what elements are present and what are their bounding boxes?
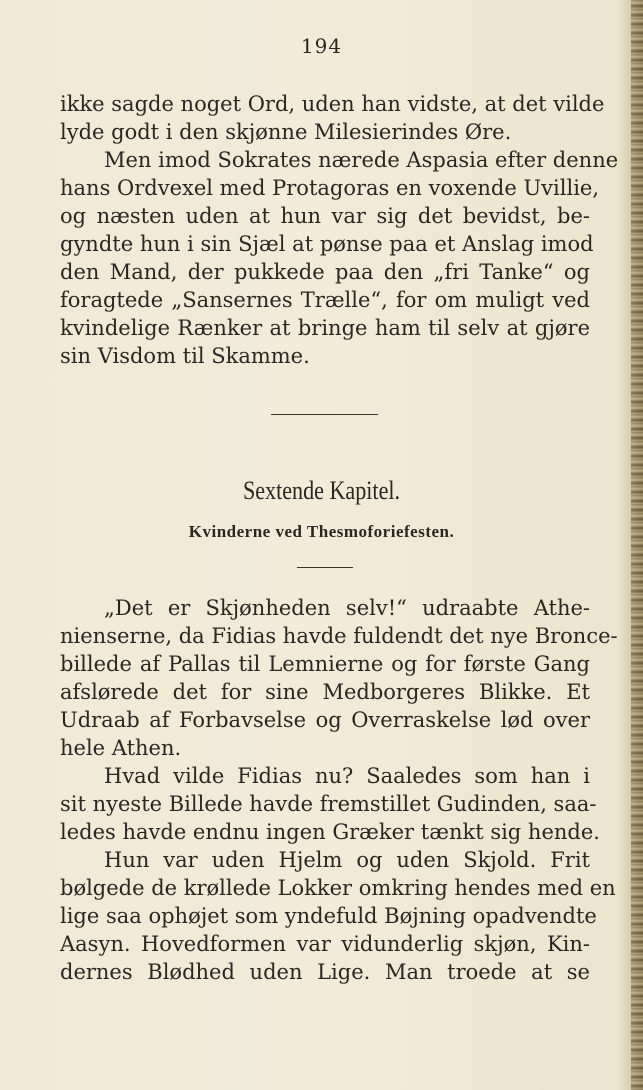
text-line: ledes havde endnu ingen Græker tænkt sig hende. [60, 820, 600, 844]
text-line: afslørede det for sine Medborgeres Blikke. Et [60, 680, 590, 704]
chapter-subtitle: Kvinderne ved Thesmoforiefesten. [188, 522, 455, 541]
text-line: hans Ordvexel med Protagoras en voxende Uvillie, [60, 176, 600, 200]
text-line: Hvad vilde Fidias nu? Saaledes som han i [104, 764, 590, 788]
text-line: nienserne, da Fidias havde fuldendt det nye Bronce- [60, 624, 618, 648]
text-line: dernes Blødhed uden Lige. Man troede at se [60, 960, 590, 984]
page-edge [631, 0, 643, 1090]
text-block-after [60, 594, 618, 986]
text-line: lige saa ophøjet som yndefuld Bøjning opadvendte [60, 904, 597, 928]
text-line: „Det er Skjønheden selv!“ udraabte Athe- [104, 596, 590, 620]
text-line: Aasyn. Hovedformen var vidunderlig skjøn, Kin- [60, 932, 590, 956]
text-line: Udraab af Forbavselse og Overraskelse lød over [60, 708, 590, 732]
text-block-before [60, 90, 619, 370]
title-divider [297, 567, 353, 568]
text-line: den Mand, der pukkede paa den „fri Tanke“ og [60, 260, 590, 284]
chapter-title: Sextende Kapitel. [242, 476, 401, 505]
text-line: ikke sagde noget Ord, uden han vidste, at det vilde [60, 92, 605, 116]
text-line: sit nyeste Billede havde fremstillet Gudinden, saa- [60, 792, 597, 816]
text-line: kvindelige Rænker at bringe ham til selv at gjøre [60, 316, 590, 340]
text-line: hele Athen. [60, 736, 182, 760]
text-line: gyndte hun i sin Sjæl at pønse paa et Anslag imod [60, 232, 594, 256]
text-line: Hun var uden Hjelm og uden Skjold. Frit [104, 848, 590, 872]
text-line: sin Visdom til Skamme. [60, 344, 310, 368]
section-divider [271, 414, 378, 415]
text-line: Men imod Sokrates nærede Aspasia efter denne [104, 148, 619, 172]
text-line: billede af Pallas til Lemnierne og for første Gang [60, 652, 590, 676]
text-line: og næsten uden at hun var sig det bevidst, be- [60, 204, 590, 228]
text-line: foragtede „Sansernes Trælle“, for om muligt ved [60, 288, 590, 312]
text-line: lyde godt i den skjønne Milesierindes Øre. [60, 120, 512, 144]
text-line: bølgede de krøllede Lokker omkring hendes med en [60, 876, 616, 900]
page-number: 194 [300, 34, 343, 58]
